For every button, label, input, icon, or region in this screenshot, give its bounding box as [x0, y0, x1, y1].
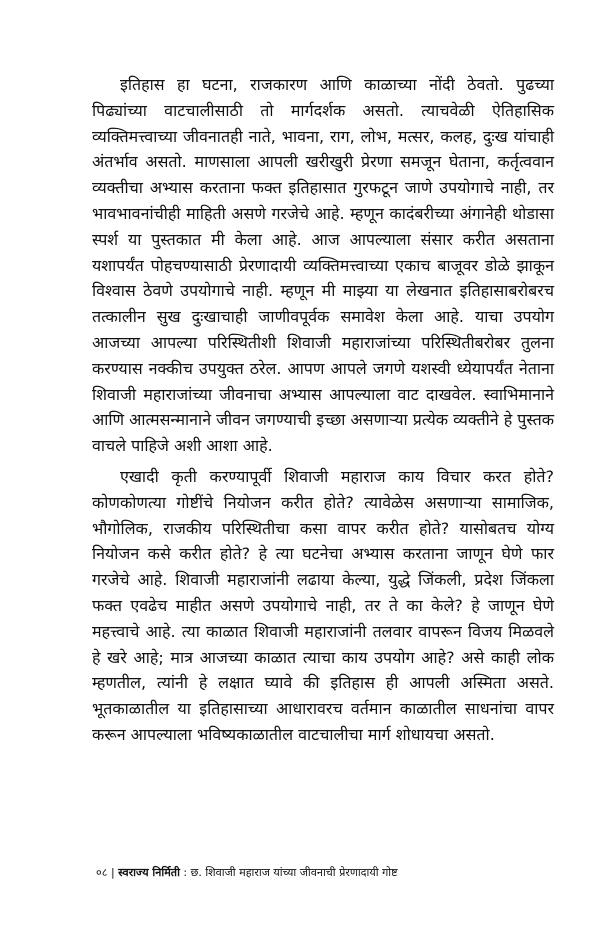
page-number: ०८ [96, 866, 108, 879]
paragraph-2: एखादी कृती करण्यापूर्वी शिवाजी महाराज काय विचार करत होते? कोणकोणत्या गोष्टींचे नियोजन करीत होते? त्यावेळेस असणाऱ्या सामाजिक, भौगोलिक, राजकीय परिस्थितीचा कसा वापर करीत होते? यासोबतच योग्य नियोजन कसे करीत होते? हे त्या घटनेचा अभ्यास करताना जाणून घेणे फार गरजेचे आहे. शिवाजी महाराजांनी लढाया केल्या, युद्धे जिंकली, प्रदेश जिंकला फक्त एवढेच माहीत असणे उपयोगाचे नाही, तर ते का केले? हे जाणून घेणे महत्त्वाचे आहे. त्या काळात शिवाजी महाराजांनी तलवार वापरून विजय मिळवले हे खरे आहे; मात्र आजच्या काळात त्याचा काय उपयोग आहे? असे काही लोक म्हणतील, त्यांनी हे लक्षात घ्यावे की इतिहास ही आपली अस्मिता असते. भूतकाळातील या इतिहासाच्या आधारावरच वर्तमान काळातील साधनांचा वापर करून आपल्याला भविष्यकाळातील वाटचालीचा मार्ग शोधायचा असतो. [92, 466, 554, 744]
book-title: स्वराज्य निर्मिती [118, 866, 180, 879]
body-text [92, 72, 554, 748]
paragraph-1: इतिहास हा घटना, राजकारण आणि काळाच्या नोंदी ठेवतो. पुढच्या पिढ्यांच्या वाटचालीसाठी तो मार्गदर्शक असतो. त्याचवेळी ऐतिहासिक व्यक्तिमत्त्वाच्या जीवनातही नाते, भावना, राग, लोभ, मत्सर, कलह, दुःख यांचाही अंतर्भाव असतो. माणसाला आपली खरीखुरी प्रेरणा समजून घेताना, कर्तृत्ववान व्यक्तीचा अभ्यास करताना फक्त इतिहासात गुरफटून जाणे उपयोगाचे नाही, तर भावभावनांचीही माहिती असणे गरजेचे आहे. म्हणून कादंबरीच्या अंगानेही थोडासा स्पर्श या पुस्तकात मी केला आहे. आज आपल्याला संसार करीत असताना यशापर्यंत पोहचण्यासाठी प्रेरणादायी व्यक्तिमत्त्वाच्या एकाच बाजूवर डोळे झाकून विश्वास ठेवणे उपयोगाचे नाही. म्हणून मी माझ्या या लेखनात इतिहासाबरोबरच तत्कालीन सुख दुःखाचाही जाणीवपूर्वक समावेश केला आहे. याचा उपयोग आजच्या आपल्या परिस्थितीशी शिवाजी महाराजांच्या परिस्थितीबरोबर तुलना करण्यास नक्कीच उपयुक्त ठरेल. आपण आपले जगणे यशस्वी ध्येयापर्यंत नेताना शिवाजी महाराजांच्या जीवनाचा अभ्यास आपल्याला वाट दाखवेल. स्वाभिमानाने आणि आत्मसन्मानाने जीवन जगण्याची इच्छा असणाऱ्या प्रत्येक व्यक्तीने हे पुस्तक वाचले पाहिजे अशी आशा आहे. [92, 75, 554, 456]
book-subtitle: : छ. शिवाजी महाराज यांच्या जीवनाची प्रेरणादायी गोष्ट [183, 866, 398, 879]
footer-separator: | [110, 866, 115, 879]
page-footer [96, 865, 566, 881]
